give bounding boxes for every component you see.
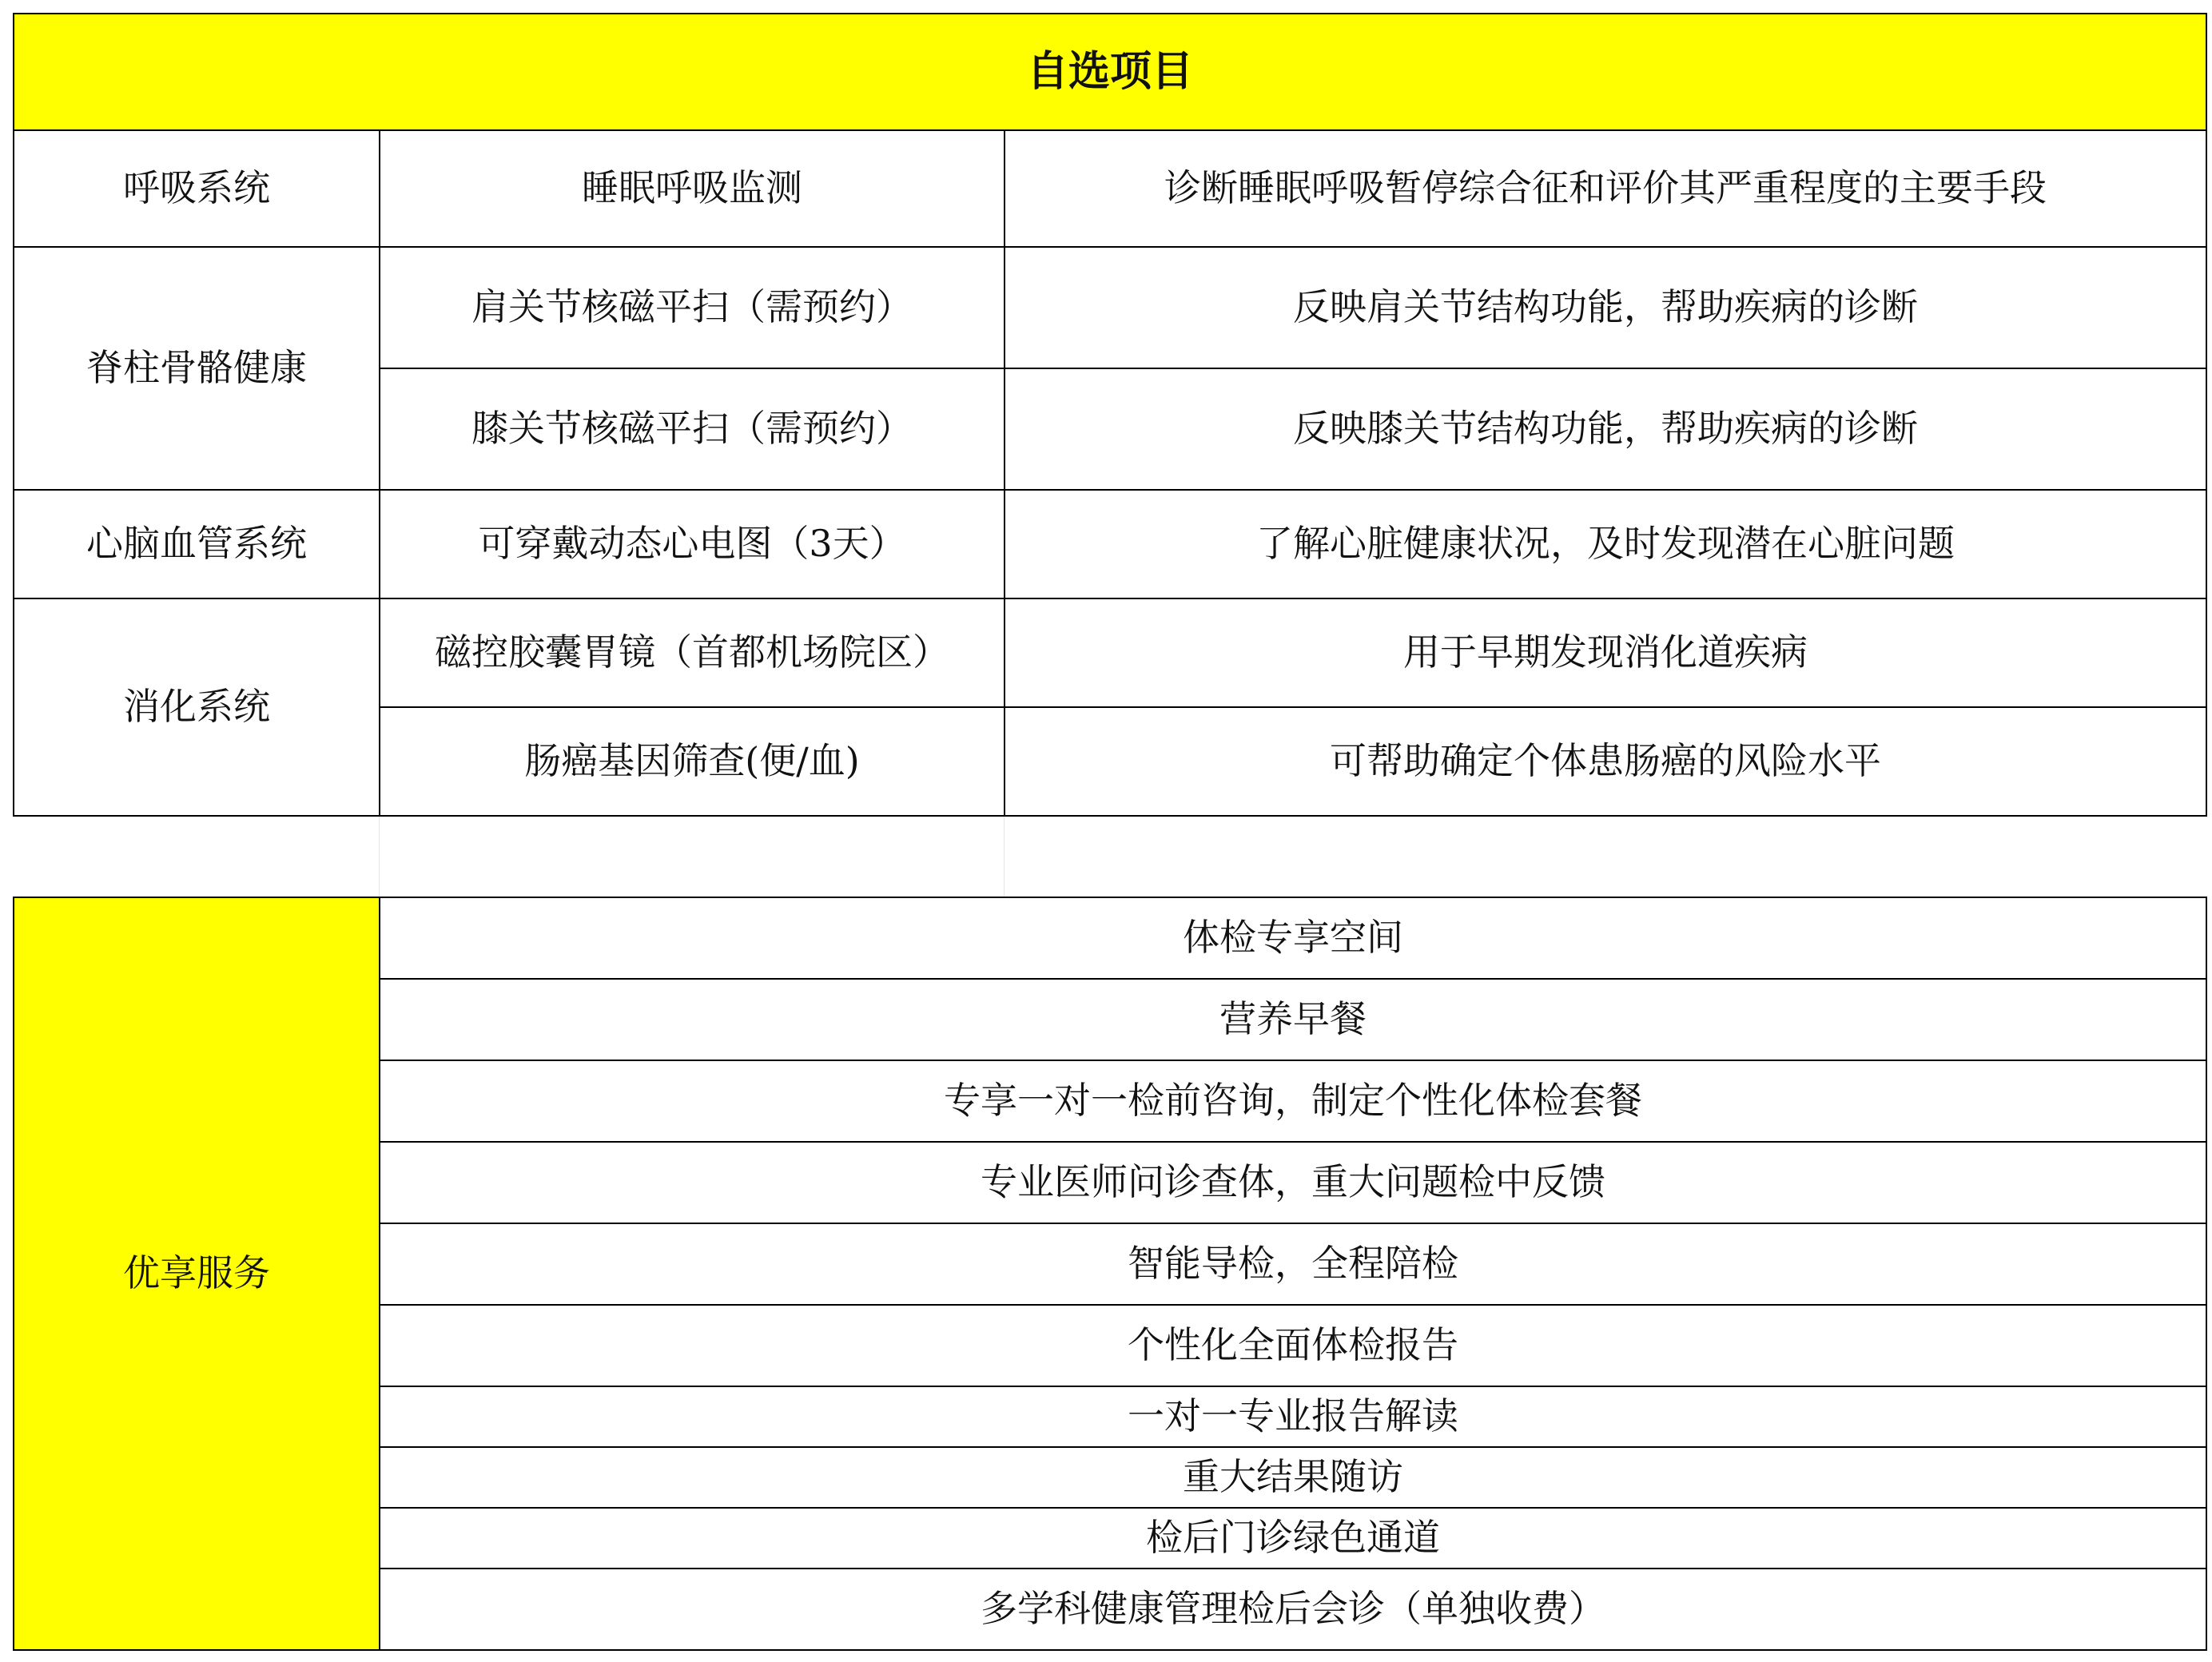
empty-cell: [379, 817, 1005, 897]
service-item: 个性化全面体检报告: [380, 1305, 2206, 1386]
description-cell: 了解心脏健康状况，及时发现潜在心脏问题: [1005, 490, 2206, 598]
service-item: 专享一对一检前咨询，制定个性化体检套餐: [380, 1060, 2206, 1142]
description-cell: 可帮助确定个体患肠癌的风险水平: [1005, 707, 2206, 816]
premium-services-table: [13, 897, 2207, 1651]
service-item: 检后门诊绿色通道: [380, 1508, 2206, 1569]
description-cell: 反映肩关节结构功能，帮助疾病的诊断: [1005, 247, 2206, 368]
service-item: 体检专享空间: [380, 897, 2206, 979]
item-cell: 膝关节核磁平扫（需预约）: [380, 368, 1005, 490]
service-item: 一对一专业报告解读: [380, 1386, 2206, 1447]
description-cell: 反映膝关节结构功能，帮助疾病的诊断: [1005, 368, 2206, 490]
category-cell: 消化系统: [14, 598, 380, 816]
item-cell: 肩关节核磁平扫（需预约）: [380, 247, 1005, 368]
optional-items-table: [13, 13, 2207, 817]
item-cell: 可穿戴动态心电图（3天）: [380, 490, 1005, 598]
service-item: 智能导检，全程陪检: [380, 1223, 2206, 1305]
category-cell: 呼吸系统: [14, 130, 380, 247]
optional-items-title: 自选项目: [14, 14, 2206, 130]
description-cell: 用于早期发现消化道疾病: [1005, 598, 2206, 707]
item-cell: 睡眠呼吸监测: [380, 130, 1005, 247]
item-cell: 肠癌基因筛查(便/血): [380, 707, 1005, 816]
premium-services-label: 优享服务: [14, 897, 380, 1650]
description-cell: 诊断睡眠呼吸暂停综合征和评价其严重程度的主要手段: [1005, 130, 2206, 247]
table-row: [14, 598, 2206, 707]
service-item: 重大结果随访: [380, 1447, 2206, 1508]
table-row: [14, 490, 2206, 598]
service-item: 多学科健康管理检后会诊（单独收费）: [380, 1569, 2206, 1650]
table-row: [14, 130, 2206, 247]
empty-spacer-row: [13, 817, 2206, 897]
table-row: [14, 897, 2206, 979]
item-cell: 磁控胶囊胃镜（首都机场院区）: [380, 598, 1005, 707]
category-cell: 脊柱骨骼健康: [14, 247, 380, 490]
category-cell: 心脑血管系统: [14, 490, 380, 598]
service-item: 专业医师问诊查体，重大问题检中反馈: [380, 1142, 2206, 1223]
service-item: 营养早餐: [380, 979, 2206, 1060]
table-row: [14, 247, 2206, 368]
empty-cell: [1004, 817, 2206, 897]
